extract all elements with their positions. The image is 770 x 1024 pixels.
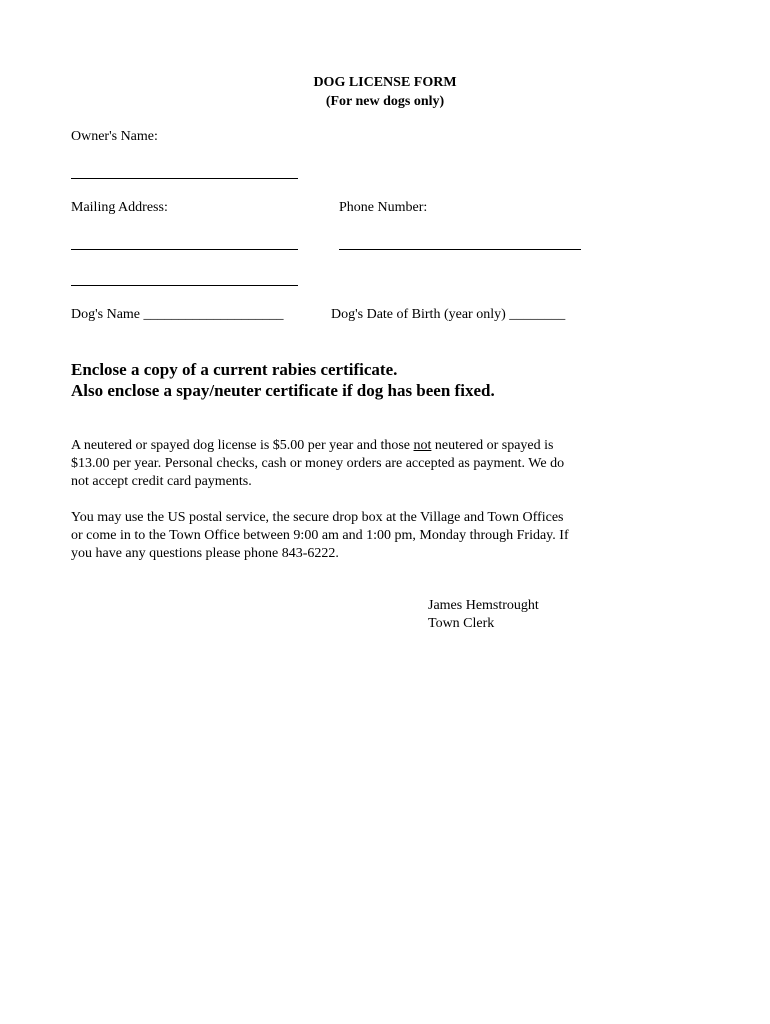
- owner-name-line[interactable]: [71, 178, 298, 179]
- phone-number-label: Phone Number:: [339, 200, 428, 215]
- form-subtitle: (For new dogs only): [325, 94, 445, 109]
- notice-rabies: Enclose a copy of a current rabies certificate.: [71, 360, 398, 379]
- dog-dob-label: Dog's Date of Birth (year only): [331, 307, 506, 322]
- fees-not-underlined: not: [413, 438, 432, 453]
- mailing-address-label: Mailing Address:: [71, 200, 168, 215]
- form-title: DOG LICENSE FORM: [313, 75, 457, 90]
- fees-text-part2: neutered or spayed is $13.00 per year. Personal checks, cash or money orders are accepted as payment. We do not accept credit card payments.: [71, 438, 565, 489]
- phone-number-line[interactable]: [339, 249, 581, 250]
- signature-name: James Hemstrought: [428, 598, 539, 613]
- dog-dob-field[interactable]: [331, 307, 565, 323]
- dog-name-blank: ____________________: [143, 307, 284, 322]
- dog-name-field[interactable]: [71, 307, 284, 323]
- fees-text-part1: A neutered or spayed dog license is $5.00 per year and those: [71, 438, 414, 453]
- signature-role: Town Clerk: [428, 616, 495, 631]
- mailing-address-line-2[interactable]: [71, 285, 298, 286]
- delivery-paragraph: You may use the US postal service, the secure drop box at the Village and Town Offices or come in to the Town Office between 9:00 am and 1:00 pm, Monday through Friday. If you have any questions please phone 843-6222.: [71, 510, 569, 561]
- dog-dob-blank: ________: [509, 307, 566, 322]
- dog-name-label: Dog's Name: [71, 307, 141, 322]
- mailing-address-line-1[interactable]: [71, 249, 298, 250]
- owner-name-label: Owner's Name:: [71, 129, 158, 144]
- fees-paragraph: [71, 437, 571, 491]
- notice-spay-neuter: Also enclose a spay/neuter certificate if dog has been fixed.: [71, 381, 495, 400]
